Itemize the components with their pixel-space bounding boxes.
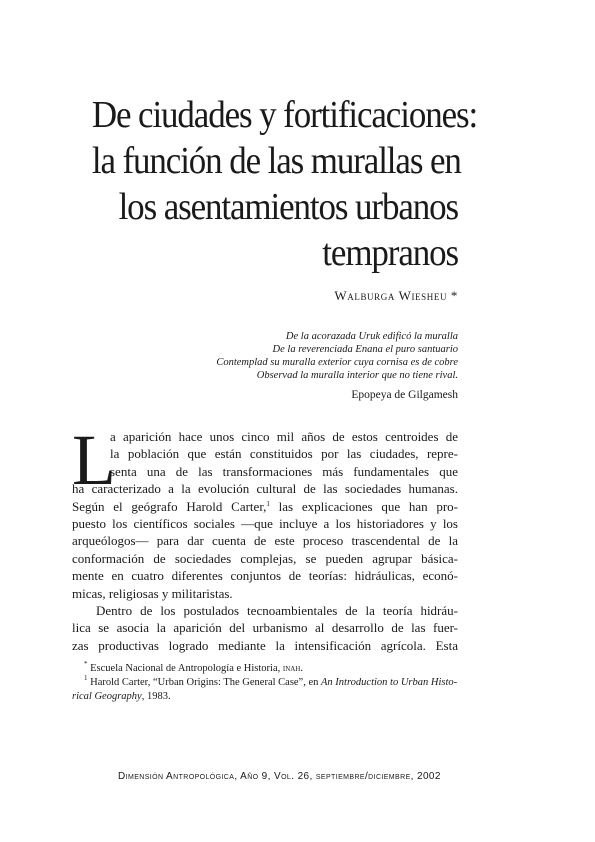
journal-footer: Dimensión Antropológica, Año 9, Vol. 26, septiembre/diciembre, 2002	[118, 771, 441, 782]
article-title	[91, 92, 478, 276]
book-title: An Introduction to Urban Histo-	[321, 677, 458, 688]
footnote-ref: 1	[266, 499, 270, 508]
body-line: Dentro de los postulados tecnoambientales de la teoría hidráu-	[96, 603, 458, 619]
body-line: ha caracterizado a la evolución cultural de las sociedades humanas.	[72, 481, 458, 497]
title-line-3: los asentamientos urbanos	[118, 186, 458, 228]
footnote-text: Escuela Nacional de Antropología e Historia,	[87, 663, 283, 674]
epigraph-line: De la reverenciada Enana el puro santuario	[272, 344, 458, 355]
body-line: puesto los científicos sociales —que incluye a los historiadores y los	[72, 516, 458, 532]
title-line-2: la función de las murallas en	[91, 140, 461, 182]
body-line: mente en cuatro diferentes conjuntos de teorías: hidráulicas, econó-	[72, 568, 458, 584]
body-line: senta una de las transformaciones más fundamentales que	[110, 463, 458, 479]
footnote-marker: 1	[84, 674, 88, 682]
footnote-text: .	[300, 663, 303, 674]
epigraph-line: De la acorazada Uruk edificó la muralla	[285, 331, 458, 342]
body-line	[72, 498, 458, 515]
drop-cap: L	[72, 420, 116, 500]
footnote-2-cont	[72, 690, 458, 704]
body-line: conformación de sociedades complejas, se pueden agrupar básica-	[72, 550, 458, 566]
footnote-text: , 1983.	[141, 691, 171, 702]
footnote-text: Harold Carter, “Urban Origins: The General Case”, en	[87, 677, 322, 688]
footnote-2	[72, 676, 458, 690]
footnote-marker: *	[84, 660, 88, 668]
institution-acronym: inah	[282, 663, 301, 674]
title-line-1: De ciudades y fortificaciones:	[91, 94, 478, 136]
article-body	[72, 420, 458, 654]
epigraph-source: Epopeya de Gilgamesh	[351, 389, 458, 401]
footnote-1	[72, 662, 458, 676]
body-line: zas productivas logrado mediante la intensificación agrícola. Esta	[72, 637, 458, 653]
body-line: micas, religiosas y militaristas.	[72, 585, 233, 601]
epigraph	[216, 330, 458, 382]
epigraph-line: Observad la muralla interior que no tiene rival.	[256, 370, 458, 381]
epigraph-line: Contemplad su muralla exterior cuya cornisa es de cobre	[216, 357, 458, 368]
author-name: Walburga Wiesheu *	[334, 288, 458, 303]
title-line-4: tempranos	[322, 232, 458, 274]
book-title: rical Geography	[72, 691, 142, 702]
body-line: lica se asocia la aparición del urbanismo al desarrollo de las fuer-	[72, 620, 458, 636]
second-paragraph	[72, 602, 458, 654]
footnotes	[72, 662, 458, 704]
body-line: a aparición hace unos cinco mil años de estos centroides de	[110, 429, 458, 444]
body-line: la población que están constituidos por las ciudades, repre-	[110, 446, 458, 462]
body-line: arqueólogos— para dar cuenta de este proceso trascendental de la	[72, 533, 458, 549]
carter-rest: las explicaciones que han pro-	[269, 498, 458, 514]
first-paragraph	[72, 420, 458, 602]
carter-text: Según el geógrafo Harold Carter,	[72, 498, 267, 514]
